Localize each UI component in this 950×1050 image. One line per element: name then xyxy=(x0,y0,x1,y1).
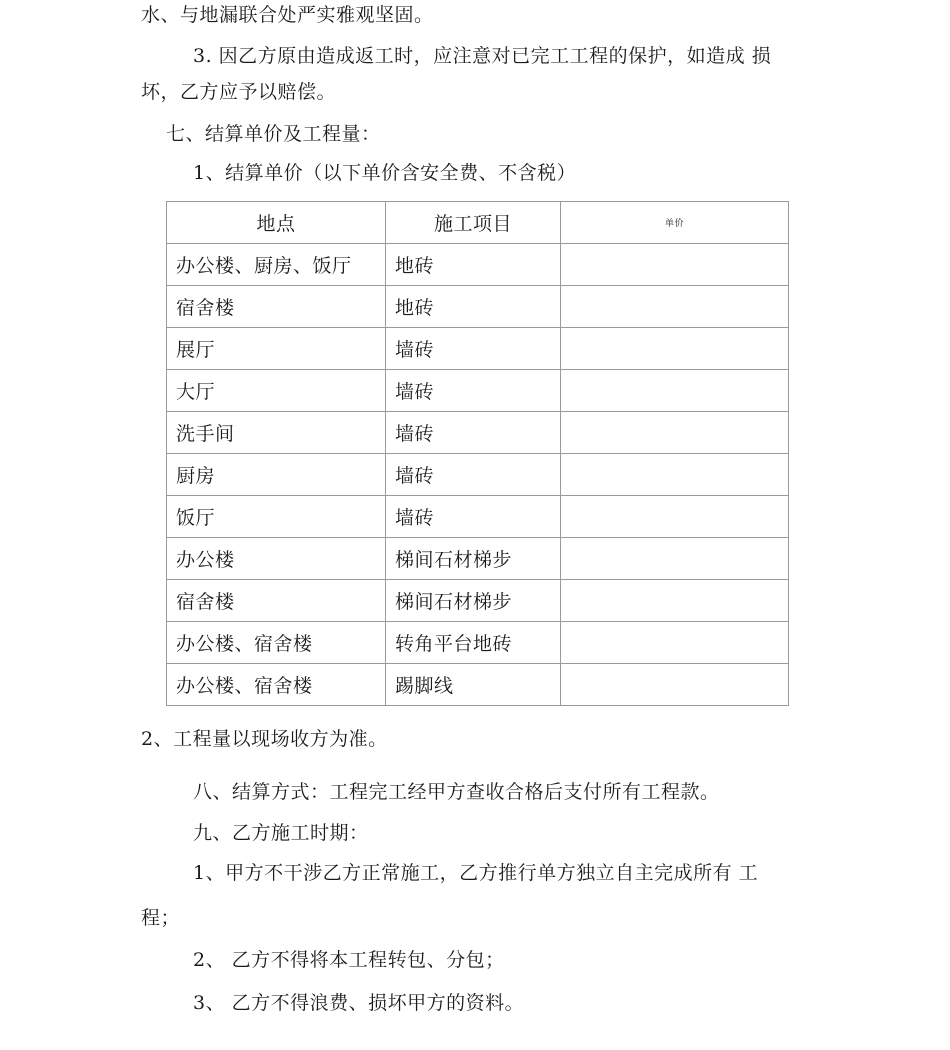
cell-price xyxy=(561,538,789,580)
table-row xyxy=(167,412,789,454)
cell-price xyxy=(561,328,789,370)
cell-location: 宿舍楼 xyxy=(167,580,386,622)
table-row xyxy=(167,454,789,496)
cell-item: 梯间石材梯步 xyxy=(386,580,561,622)
cell-location: 宿舍楼 xyxy=(167,286,386,328)
header-location: 地点 xyxy=(167,202,386,244)
table-row xyxy=(167,286,789,328)
unit-price-table xyxy=(166,201,789,706)
paragraph-line: 1、甲方不干涉乙方正常施工，乙方推行单方独立自主完成所有 工 xyxy=(193,862,759,884)
cell-price xyxy=(561,664,789,706)
cell-location: 办公楼、宿舍楼 xyxy=(167,622,386,664)
table-row xyxy=(167,496,789,538)
cell-item: 墙砖 xyxy=(386,496,561,538)
header-price: 单价 xyxy=(561,202,789,244)
table-row xyxy=(167,328,789,370)
table-row xyxy=(167,580,789,622)
subsection-quantity: 2、工程量以现场收方为准。 xyxy=(141,728,388,750)
cell-item: 墙砖 xyxy=(386,370,561,412)
section-heading-9: 九、乙方施工时期： xyxy=(193,822,369,844)
cell-item: 地砖 xyxy=(386,286,561,328)
paragraph-line: 坏，乙方应予以赔偿。 xyxy=(141,81,337,103)
cell-price xyxy=(561,580,789,622)
cell-item: 墙砖 xyxy=(386,328,561,370)
cell-item: 墙砖 xyxy=(386,454,561,496)
cell-location: 厨房 xyxy=(167,454,386,496)
table-row xyxy=(167,370,789,412)
cell-item: 转角平台地砖 xyxy=(386,622,561,664)
cell-location: 大厅 xyxy=(167,370,386,412)
cell-item: 地砖 xyxy=(386,244,561,286)
cell-location: 办公楼 xyxy=(167,538,386,580)
section-heading-8: 八、结算方式：工程完工经甲方查收合格后支付所有工程款。 xyxy=(193,781,720,803)
cell-location: 办公楼、宿舍楼 xyxy=(167,664,386,706)
cell-item: 墙砖 xyxy=(386,412,561,454)
cell-item: 踢脚线 xyxy=(386,664,561,706)
subsection-unit-price: 1、结算单价（以下单价含安全费、不含税） xyxy=(193,162,577,184)
paragraph-line: 2、 乙方不得将本工程转包、分包； xyxy=(193,949,505,971)
table-header-row xyxy=(167,202,789,244)
table-row xyxy=(167,622,789,664)
section-heading-7: 七、结算单价及工程量： xyxy=(166,123,381,145)
cell-price xyxy=(561,622,789,664)
cell-price xyxy=(561,496,789,538)
table-row xyxy=(167,664,789,706)
cell-location: 展厅 xyxy=(167,328,386,370)
cell-location: 饭厅 xyxy=(167,496,386,538)
table-row xyxy=(167,538,789,580)
cell-price xyxy=(561,370,789,412)
cell-price xyxy=(561,412,789,454)
cell-location: 办公楼、厨房、饭厅 xyxy=(167,244,386,286)
cell-price xyxy=(561,286,789,328)
paragraph-line: 3. 因乙方原由造成返工时，应注意对已完工工程的保护，如造成 损 xyxy=(193,45,772,67)
table-row xyxy=(167,244,789,286)
paragraph-line: 程； xyxy=(141,907,181,929)
header-item: 施工项目 xyxy=(386,202,561,244)
cell-price xyxy=(561,244,789,286)
cell-item: 梯间石材梯步 xyxy=(386,538,561,580)
cell-price xyxy=(561,454,789,496)
paragraph-line: 水、与地漏联合处严实雅观坚固。 xyxy=(141,4,434,26)
cell-location: 洗手间 xyxy=(167,412,386,454)
paragraph-line: 3、 乙方不得浪费、损坏甲方的资料。 xyxy=(193,992,525,1014)
